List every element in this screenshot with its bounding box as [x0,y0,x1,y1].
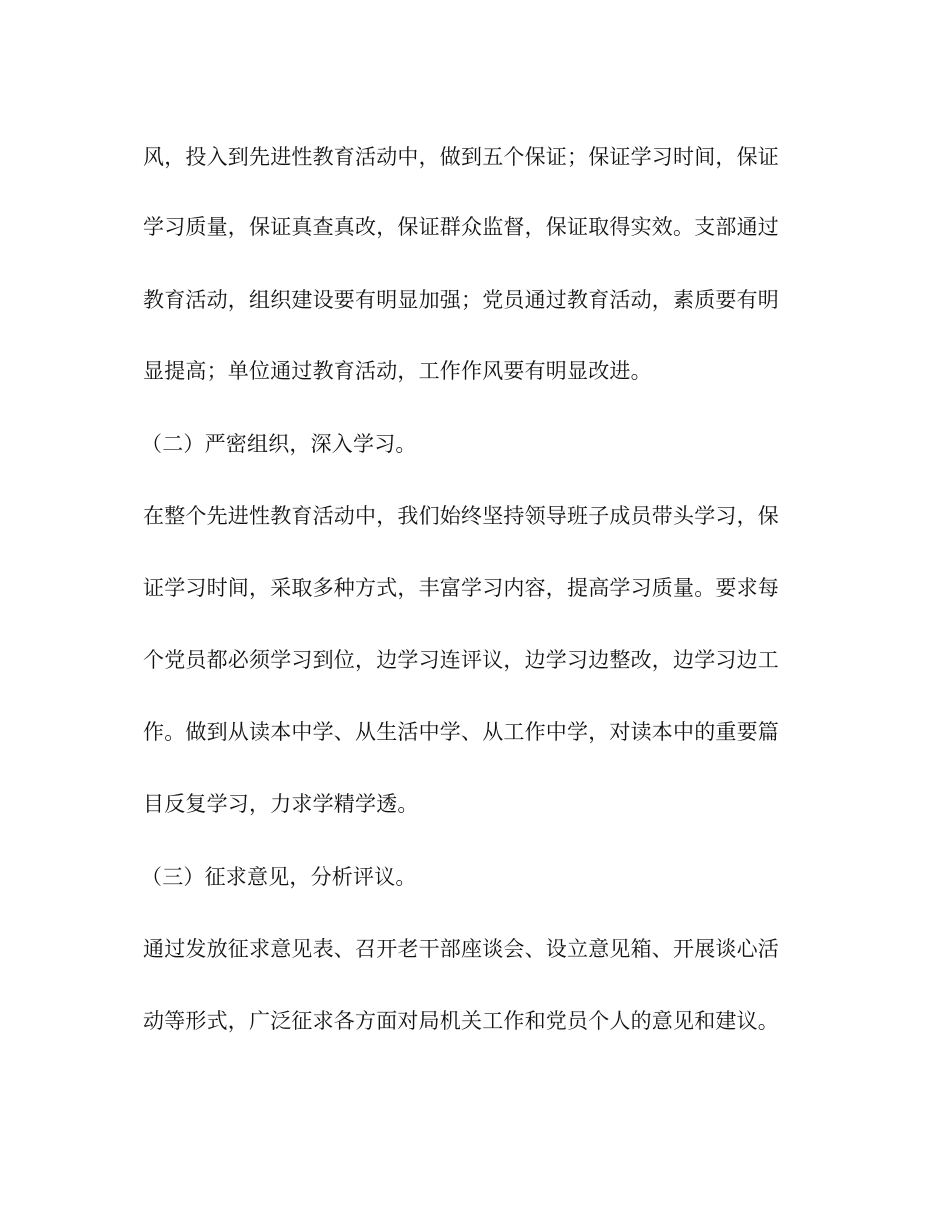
paragraph-line: 教育活动，组织建设要有明显加强；党员通过教育活动，素质要有明 [143,288,779,312]
paragraph-line: 证学习时间，采取多种方式，丰富学习内容，提高学习质量。要求每 [143,576,779,600]
paragraph-line: 风，投入到先进性教育活动中，做到五个保证；保证学习时间，保证 [143,145,779,169]
paragraph-line: 个党员都必须学习到位，边学习连评议，边学习边整改，边学习边工 [143,648,779,672]
paragraph-line: 学习质量，保证真查真改，保证群众监督，保证取得实效。支部通过 [143,215,779,239]
paragraph-line: 在整个先进性教育活动中，我们始终坚持领导班子成员带头学习，保 [143,504,779,528]
section-heading-3: （三）征求意见，分析评议。 [141,865,417,889]
paragraph-line: 动等形式，广泛征求各方面对局机关工作和党员个人的意见和建议。 [143,1009,779,1033]
paragraph-line: 目反复学习，力求学精学透。 [143,792,419,816]
paragraph-line: 作。做到从读本中学、从生活中学、从工作中学，对读本中的重要篇 [143,720,779,744]
paragraph-line: 显提高；单位通过教育活动，工作作风要有明显改进。 [143,359,652,383]
section-heading-2: （二）严密组织，深入学习。 [141,432,417,456]
paragraph-line: 通过发放征求意见表、召开老干部座谈会、设立意见箱、开展谈心活 [143,937,779,961]
